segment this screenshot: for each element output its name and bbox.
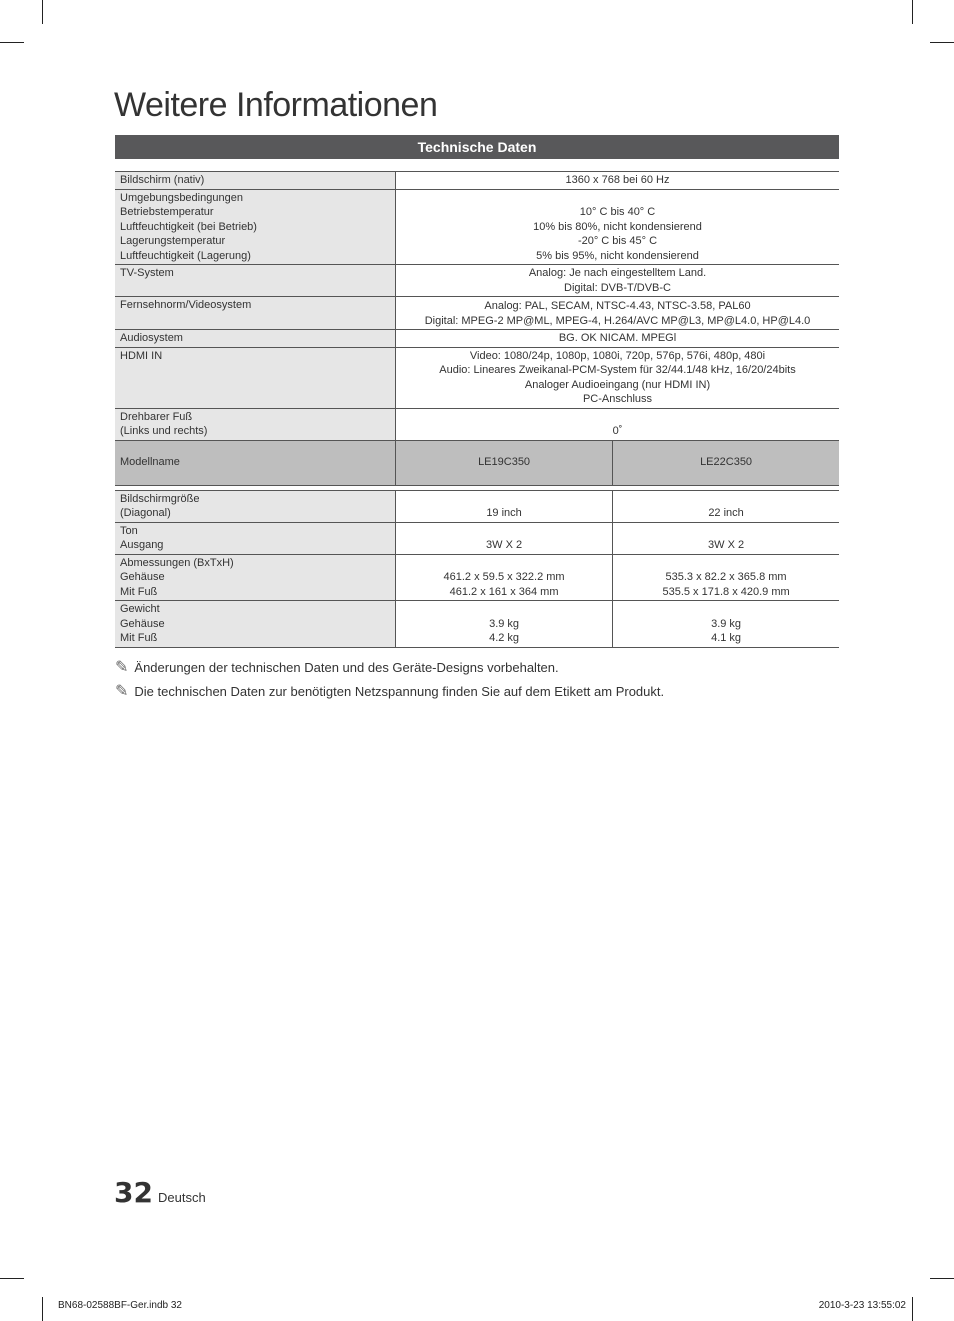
row-value: 1360 x 768 bei 60 Hz (396, 172, 840, 190)
table-row (115, 172, 839, 190)
label-line: Luftfeuchtigkeit (Lagerung) (120, 249, 251, 262)
label-line: Lagerungstemperatur (120, 235, 226, 247)
value-line: PC-Anschluss (582, 393, 653, 405)
table-row (115, 330, 839, 348)
value-b (613, 554, 839, 601)
value-line: 5% bis 95%, nicht kondensierend (536, 249, 699, 262)
pencil-note-icon: ✎ (115, 659, 129, 676)
value-line: 3.9 kg (711, 617, 742, 630)
footer-datetime: 2010-3-23 13:55:02 (818, 1300, 906, 1311)
value-b (613, 601, 839, 648)
value-line: 10% bis 80%, nicht kondensierend (533, 220, 702, 233)
row-label: Audiosystem (115, 330, 396, 348)
value-line: 4.1 kg (711, 632, 742, 644)
label-line: Mit Fuß (120, 632, 158, 644)
table-row-model (115, 440, 839, 485)
note-2 (115, 681, 664, 701)
label-line: Drehbarer Fuß (120, 410, 193, 423)
note-text: Die technischen Daten zur benötigten Netzspannung finden Sie auf dem Etikett am Produkt. (134, 683, 665, 699)
value-b: 22 inch (613, 490, 839, 522)
crop-mark (0, 1278, 24, 1279)
label-line: (Diagonal) (120, 507, 171, 519)
crop-mark (42, 1297, 43, 1321)
crop-mark (42, 0, 43, 24)
row-value (396, 297, 840, 330)
label-line: Betriebstemperatur (120, 206, 214, 218)
value-line: Analog: Je nach eingestelltem Land. (528, 267, 707, 279)
value-line: 461.2 x 59.5 x 322.2 mm (443, 571, 565, 583)
note-text: Änderungen der technischen Daten und des Geräte-Designs vorbehalten. (134, 659, 559, 675)
spec-table (115, 171, 839, 648)
model-a: LE19C350 (396, 440, 613, 485)
value-line: 535.3 x 82.2 x 365.8 mm (665, 571, 787, 583)
value-a: 3W X 2 (396, 522, 613, 554)
row-label: HDMI IN (115, 347, 396, 408)
value-line: 10° C bis 40° C (579, 206, 656, 218)
value-line: 4.2 kg (489, 632, 520, 644)
table-row (115, 490, 839, 522)
row-label (115, 522, 396, 554)
value-line: Analoger Audioeingang (nur HDMI IN) (524, 378, 711, 391)
row-label (115, 601, 396, 648)
crop-mark (930, 42, 954, 43)
value-line: Video: 1080/24p, 1080p, 1080i, 720p, 576p, 576i, 480p, 480i (469, 349, 766, 362)
table-row (115, 601, 839, 648)
row-label: TV-System (115, 265, 396, 297)
table-row (115, 297, 839, 330)
label-line: Ton (120, 524, 138, 537)
crop-mark (912, 0, 913, 24)
row-value (396, 265, 840, 297)
row-value (396, 347, 840, 408)
row-label: Bildschirm (nativ) (115, 172, 396, 190)
section-header: Technische Daten (115, 135, 839, 159)
value-line: 3.9 kg (489, 617, 520, 630)
page-title: Weitere Informationen (114, 86, 438, 124)
crop-mark (0, 42, 24, 43)
label-line: Gehäuse (120, 571, 165, 583)
pencil-note-icon: ✎ (115, 683, 129, 700)
row-label (115, 408, 396, 440)
table-row (115, 189, 839, 265)
footer-file-info: BN68-02588BF-Ger.indb 32 (58, 1300, 182, 1311)
row-label (115, 189, 396, 265)
page-number: 32 (114, 1176, 153, 1209)
label-line: (Links und rechts) (120, 425, 208, 437)
value-line: Digital: DVB-T/DVB-C (564, 281, 671, 294)
value-b: 3W X 2 (613, 522, 839, 554)
value-line: Digital: MPEG-2 MP@ML, MPEG-4, H.264/AVC MP@L3, MP@L4.0, HP@L4.0 (424, 314, 811, 327)
label-line: Mit Fuß (120, 585, 158, 598)
label-line: Luftfeuchtigkeit (bei Betrieb) (120, 220, 257, 233)
label-line: Gewicht (120, 603, 160, 615)
label-line: Bildschirmgröße (120, 492, 200, 505)
crop-mark (930, 1278, 954, 1279)
row-label: Fernsehnorm/Videosystem (115, 297, 396, 330)
table-row (115, 265, 839, 297)
label-line: Umgebungsbedingungen (120, 191, 243, 204)
value-line: 461.2 x 161 x 364 mm (449, 585, 559, 598)
value-a (396, 554, 613, 601)
row-label: Modellname (115, 440, 396, 485)
model-b: LE22C350 (613, 440, 839, 485)
row-label (115, 490, 396, 522)
row-label (115, 554, 396, 601)
table-row (115, 347, 839, 408)
page-language: Deutsch (158, 1190, 206, 1205)
value-line: Audio: Lineares Zweikanal-PCM-System für 32/44.1/48 kHz, 16/20/24bits (439, 364, 796, 376)
table-row (115, 522, 839, 554)
value-a (396, 601, 613, 648)
value-a: 19 inch (396, 490, 613, 522)
label-line: Gehäuse (120, 617, 165, 630)
value-line: Analog: PAL, SECAM, NTSC-4.43, NTSC-3.58, PAL60 (484, 300, 751, 312)
value-line: -20° C bis 45° C (577, 235, 658, 247)
label-line: Abmessungen (BxTxH) (120, 556, 234, 569)
row-value: BG. OK NICAM. MPEGl (396, 330, 840, 348)
label-line: Ausgang (120, 539, 164, 551)
table-row (115, 408, 839, 440)
crop-mark (912, 1297, 913, 1321)
table-row (115, 554, 839, 601)
value-line: 535.5 x 171.8 x 420.9 mm (662, 585, 790, 598)
note-1 (115, 657, 559, 677)
row-value: 0˚ (396, 408, 840, 440)
row-value (396, 189, 840, 265)
